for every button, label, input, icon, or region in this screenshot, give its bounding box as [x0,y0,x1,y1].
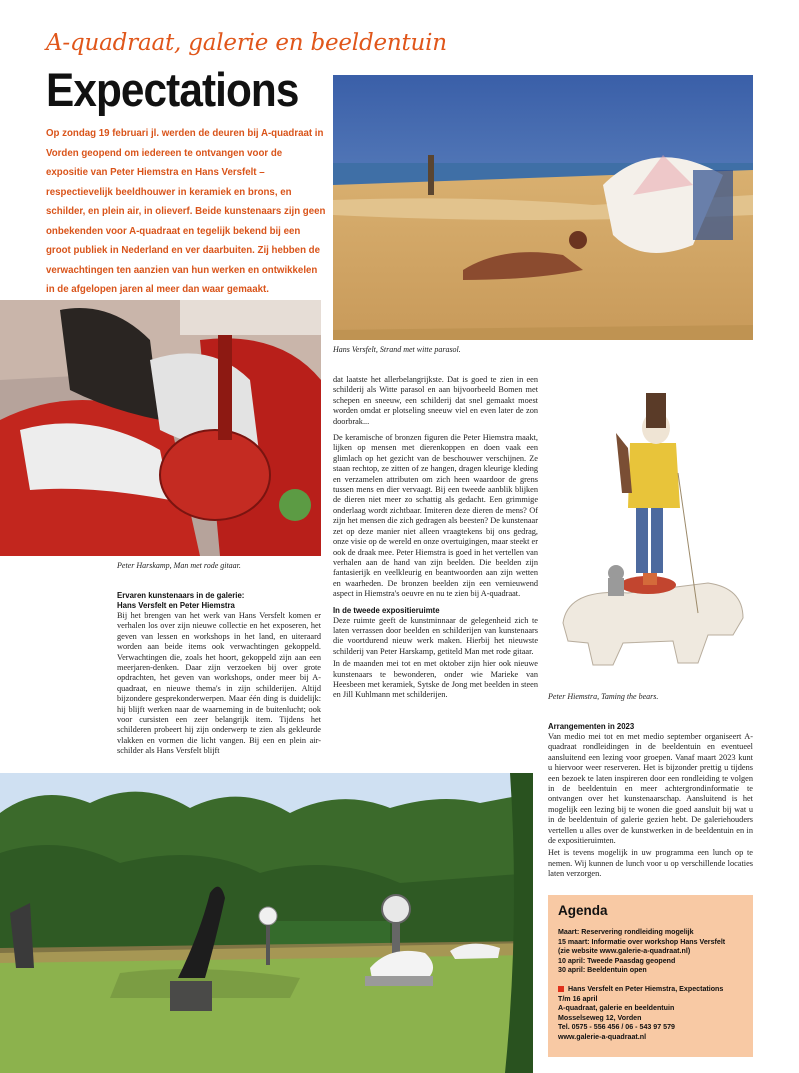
page-title: Expectations [46,63,299,116]
bear-sculpture-photo [548,373,753,683]
agenda-contact-line: A-quadraat, galerie en beeldentuin [558,1004,675,1013]
expo-title: Hans Versfelt en Peter Hiemstra, Expectations [568,984,724,993]
col1-text: Bij het brengen van het werk van Hans Versfelt komen er verhalen los over zijn nieuwe collectie en het exposeren, het geven van lessen en workshops in het land, en uiteraard worden aan beide items ook verwachtingen gekoppeld. Verwachtingen die, zoals het hoort, gekoppeld zijn aan een meerjaren-denken. Daar zijn verzoeken bij over grote opdrachten, het geven van workshops, onder meer bij A-quadraat, en nieuwe thema's in zijn schilderijen. Altijd bijzondere gesprekonderwerpen. Maar één ding is duidelijk: hij blijft werken naar de waarneming in de buitenlucht; ook voor cursisten een zeer belangrijk item. Tijdens het schilderen probeert hij zijn onderwerp te zien als gekleurde vlakken en vormen die licht vangen. Bij een en plein air-schilder als Hans Versfelt blijft [117,611,321,756]
website-link[interactable]: www.galerie-a-quadraat.nl [558,1032,647,1041]
column-2 [333,375,538,703]
red-square-icon [558,986,564,992]
col2-p3: Deze ruimte geeft de kunstminnaar de gelegenheid zich te laten verrassen door beelden en schilderijen van kunstenaars die voortdurend nieuw werk maken. Hierbij het nieuwste schilderij van Peter Harskamp, getiteld Man met rode gitaar. [333,615,538,656]
agenda-item: (zie website www.galerie-a-quadraat.nl) [558,947,691,956]
agenda-contact-line: Tel. 0575 - 556 456 / 06 - 543 97 579 [558,1023,676,1032]
col1-heading-1: Ervaren kunstenaars in de galerie: [117,591,245,600]
col3-p1: Van medio mei tot en met medio september organiseert A-quadraat rondleidingen in de beeldentuin en eventueel aansluitend een lezing voor groepen. Vanaf maart 2023 kunt u hiervoor weer reserveren. Het is bijzonder prettig u tijdens een bezoek te laten inspireren door een rondleiding te volgen in de beeldentuin en meer achtergrondinformatie te ontvangen over het kunstenaarschap. Aansluitend is het mogelijk een lezing bij te wonen die goed aansluit bij wat u in de beeldentuin of galerie gezien hebt. De galeriehouders vertellen u alles over de kunstwerken in de beeldentuin en in de expositieruimten. [548,732,753,846]
beach-caption: Hans Versfelt, Strand met witte parasol. [333,345,461,354]
agenda-title: Agenda [558,903,608,918]
col2-p2: De keramische of bronzen figuren die Peter Hiemstra maakt, lijken op mensen met dierenkoppen en doen vaak een glimlach op het gezicht van de beschouwer verschijnen. Ze staan rechtop, ze zitten of ze hangen, dragen kleurige kleding en verzamelen attributen om zich heen waardoor de grens tussen mens en dier vervaagt. Bij een tweede aanblik blijken de dieren niet meer zo schattig als gedacht. Een grimmige onderlaag wordt zichtbaar. Imiteren deze dieren de mens? Of zijn het mensen die zich gedragen als beesten? De kunstenaar zet op deze manier niet alleen vraagtekens bij ons gedrag, onze visie op de wereld en onze overtuigingen, maar steekt er ook de draak mee. Peter Hiemstra is goed in het vertellen van verhalen aan de hand van zijn beelden. Die beelden zijn fantasierijk en veelkleurig en beantwoorden aan zijn wetten en waarheden. De bronzen beelden zijn een vernieuwend aspect in Hiemstra's oeuvre en nu te zien bij A-quadraat. [333,433,538,599]
column-3 [548,722,753,882]
agenda-contact-line: T/m 16 april [558,994,598,1003]
agenda-item: 30 april: Beeldentuin open [558,966,647,975]
agenda-item: 15 maart: Informatie over workshop Hans Versfelt [558,937,726,946]
beach-painting [333,75,753,340]
guitar-painting [0,300,321,556]
col3-p2: Het is tevens mogelijk in uw programma een lunch op te nemen. Wij kunnen de lunch voor u op verschillende locaties laten verzorgen. [548,848,753,879]
agenda-item: 10 april: Tweede Paasdag geopend [558,956,676,965]
agenda-box [548,895,753,1057]
section-kicker: A-quadraat, galerie en beeldentuin [46,30,447,56]
col1-heading-2: Hans Versfelt en Peter Hiemstra [117,601,235,610]
intro-paragraph: Op zondag 19 februari jl. werden de deuren bij A-quadraat in Vorden geopend om iedereen te ontvangen voor de expositie van Peter Hiemstra en Hans Versfelt – respectievelijk beeldhouwer in keramiek en brons, en schilder, en plein air, in olieverf. Beide kunstenaars zijn geen onbekenden voor A-quadraat en tegelijk bekend bij een groot publiek in Nederland en ver daarbuiten. Zij hebben de verwachtingen ten aanzien van hun werken en ontwikkelen in de afgelopen jaren al meer dan waar gemaakt. [46,128,326,295]
column-1 [117,591,321,759]
bears-caption: Peter Hiemstra, Taming the bears. [548,692,659,701]
agenda-item: Maart: Reservering rondleiding mogelijk [558,928,694,936]
sculpture-garden-photo [0,773,533,1073]
guitar-caption: Peter Harskamp, Man met rode gitaar. [117,561,241,570]
col2-heading: In de tweede expositieruimte [333,605,440,615]
agenda-contact-line: Mosselseweg 12, Vorden [558,1013,642,1022]
agenda-contact-heading [558,985,743,995]
col2-p4: In de maanden mei tot en met oktober zijn hier ook nieuwe kunstenaars te bewonderen, onder wie Marieke van Heesbeen met keramiek, Sytske de Jong met beelden in steen en Jill Kuhlmann met schilderijen. [333,659,538,700]
col2-p1: dat laatste het allerbelangrijkste. Dat is goed te zien in een schilderij als Witte parasol en aan bijvoorbeeld Bomen met schepen en sneeuw, een schilderij dat snel gemaakt moest worden omdat er plotseling sneeuw viel en even later de zon doorbrak... [333,375,538,426]
col3-heading: Arrangementen in 2023 [548,722,635,731]
